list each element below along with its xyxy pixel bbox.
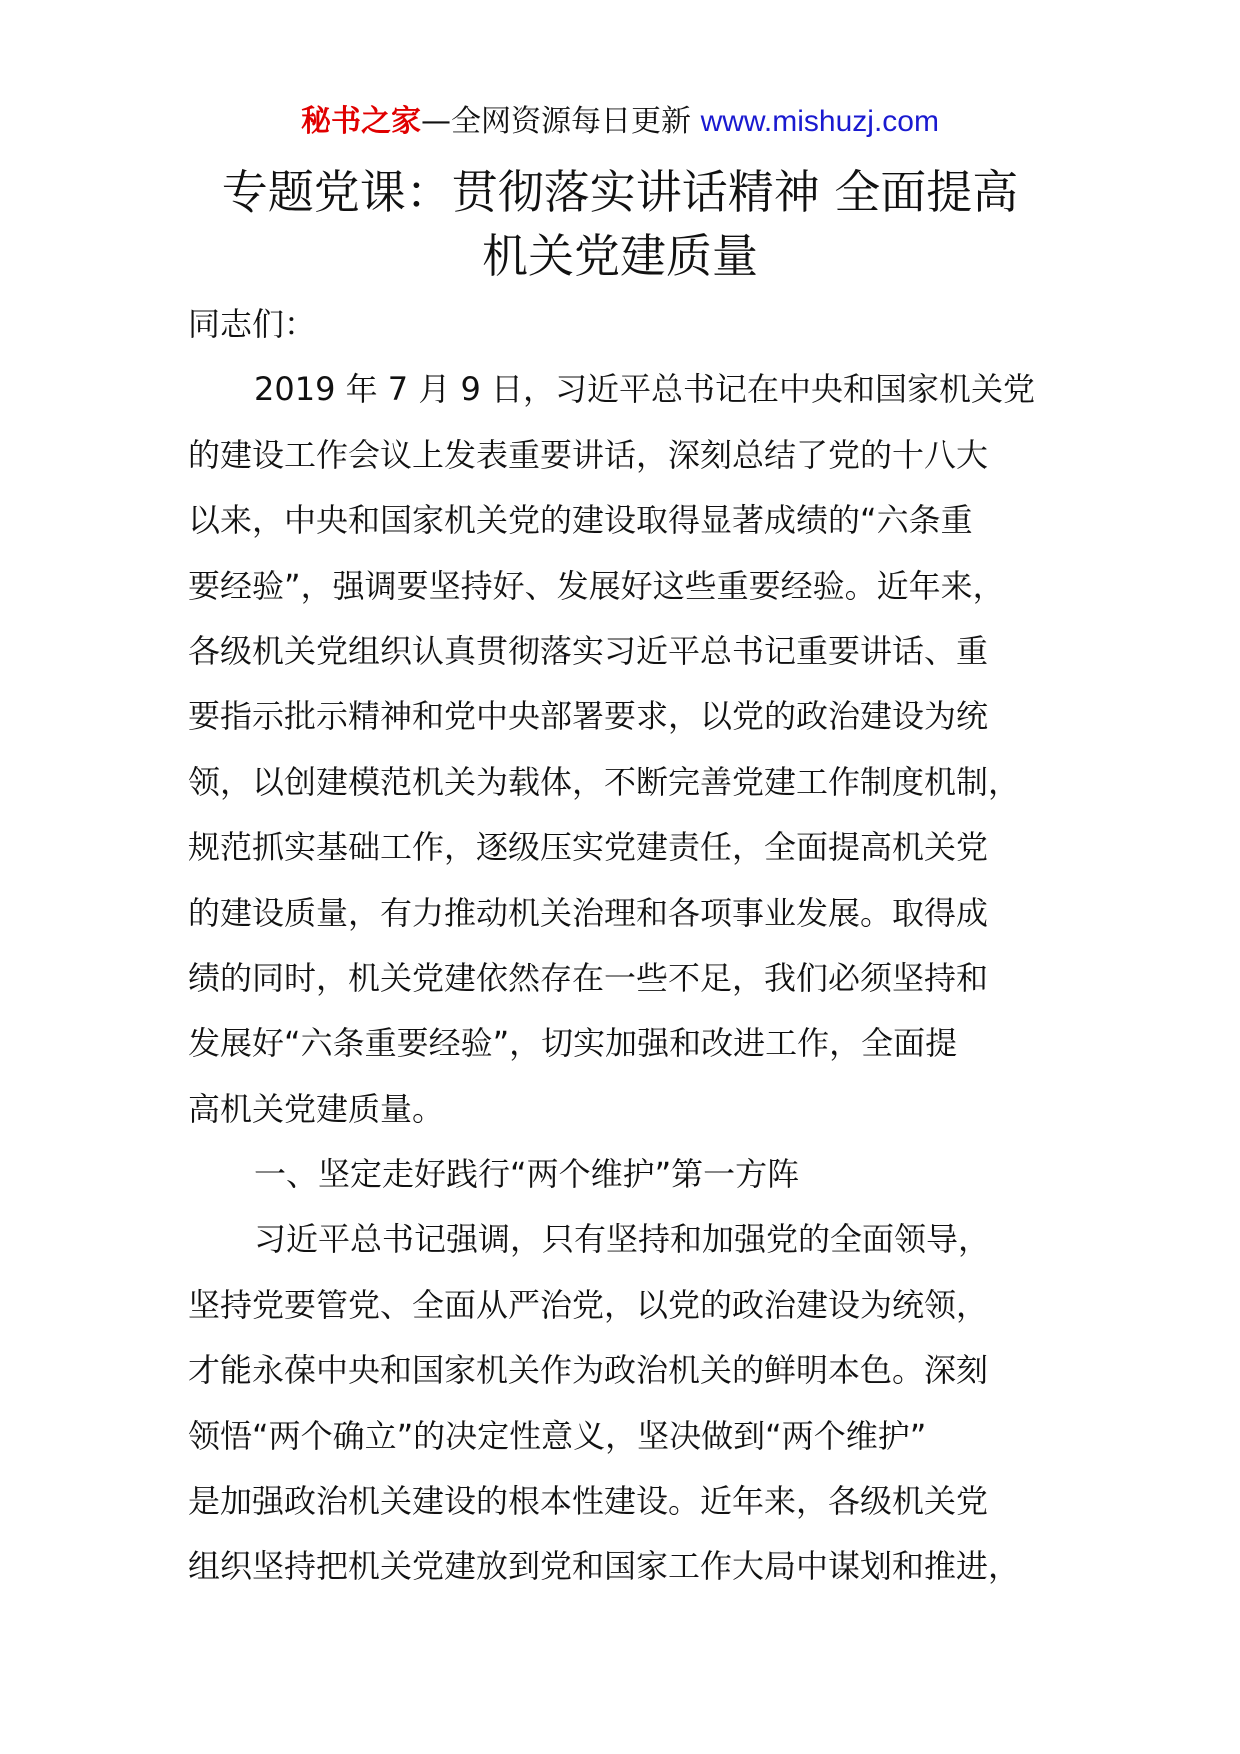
body-line: 坚持党要管党、全面从严治党，以党的政治建设为统领， — [188, 1285, 989, 1324]
body-line: 领，以创建模范机关为载体，不断完善党建工作制度机制， — [188, 762, 1021, 801]
body-line: 2019 年 7 月 9 日，习近平总书记在中央和国家机关党 — [254, 370, 1036, 409]
body-line: 才能永葆中央和国家机关作为政治机关的鲜明本色。深刻 — [188, 1351, 989, 1390]
body-line: 的建设质量，有力推动机关治理和各项事业发展。取得成 — [188, 893, 989, 932]
body-line: 要指示批示精神和党中央部署要求，以党的政治建设为统 — [188, 697, 989, 736]
site-url-link[interactable]: www.mishuzj.com — [700, 105, 939, 138]
document-title-line-2: 机关党建质量 — [482, 229, 758, 283]
section-heading: 一、坚定走好践行“两个维护”第一方阵 — [254, 1155, 800, 1194]
document-body — [188, 292, 1068, 1600]
body-line: 是加强政治机关建设的根本性建设。近年来，各级机关党 — [188, 1482, 989, 1521]
body-line: 要经验”，强调要坚持好、发展好这些重要经验。近年来， — [188, 566, 1005, 605]
body-line: 的建设工作会议上发表重要讲话，深刻总结了党的十八大 — [188, 435, 989, 474]
body-line: 高机关党建质量。 — [188, 1089, 445, 1128]
brand-name: 秘书之家 — [301, 104, 422, 139]
body-line: 规范抓实基础工作，逐级压实党建责任，全面提高机关党 — [188, 828, 989, 867]
body-line: 习近平总书记强调，只有坚持和加强党的全面领导， — [254, 1220, 991, 1259]
salutation: 同志们： — [188, 305, 317, 343]
site-header — [0, 100, 1240, 144]
body-line: 绩的同时，机关党建依然存在一些不足，我们必须坚持和 — [188, 958, 989, 997]
body-line: 以来，中央和国家机关党的建设取得显著成绩的“六条重 — [188, 501, 973, 540]
body-line: 组织坚持把机关党建放到党和国家工作大局中谋划和推进， — [188, 1547, 1021, 1586]
document-title-line-1: 专题党课：贯彻落实讲话精神 全面提高 — [221, 165, 1019, 219]
body-line: 发展好“六条重要经验”，切实加强和改进工作，全面提 — [188, 1024, 958, 1063]
header-slogan: —全网资源每日更新 — [421, 104, 692, 139]
body-line: 各级机关党组织认真贯彻落实习近平总书记重要讲话、重 — [188, 631, 989, 670]
body-line: 领悟“两个确立”的决定性意义，坚决做到“两个维护” — [188, 1416, 927, 1455]
